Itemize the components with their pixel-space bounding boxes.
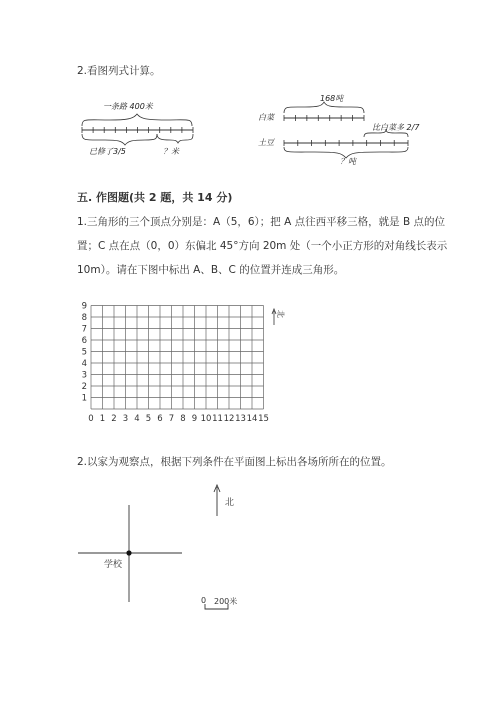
grid-x-label: 11 (212, 414, 223, 424)
grid-x-label: 10 (200, 414, 212, 424)
right-more-note: 比白菜多 2/7 (372, 123, 420, 132)
grid-y-label: 7 (81, 324, 87, 335)
left-unknown-label: ？米 (163, 147, 179, 156)
grid-x-label: 5 (145, 414, 152, 424)
grid-y-label: 9 (81, 301, 87, 312)
school-label: 学校 (104, 560, 123, 570)
grid-x-label: 8 (180, 414, 186, 424)
left-total-label: 一条路 400米 (103, 102, 153, 111)
grid-x-label: 15 (258, 414, 269, 424)
section-5-title: 五. 作图题(共 2 题，共 14 分) (77, 191, 233, 204)
scale-zero-label: 0 (201, 596, 207, 605)
grid-x-label: 1 (99, 414, 106, 424)
question-2-heading: 2.看图列式计算。 (77, 65, 161, 77)
question-1-line-2: 置；C 点在点（0，0）东偏北 45°方向 20m 处（一个小正方形的对角线长表示 (77, 240, 448, 252)
grid-x-label: 4 (134, 414, 140, 424)
grid-x-label: 12 (223, 414, 235, 424)
grid-x-label: 3 (122, 414, 129, 424)
grid-x-label: 2 (111, 414, 117, 424)
left-built-label: 已修了3/5 (89, 147, 126, 156)
grid-y-label: 4 (81, 359, 87, 369)
grid-x-label: 9 (191, 414, 198, 424)
question-2-text: 2.以家为观察点，根据下列条件在平面图上标出各场所所在的位置。 (77, 456, 392, 468)
grid-x-label: 0 (88, 414, 94, 424)
grid-y-label: 2 (81, 382, 87, 392)
right-unknown-label: ？吨 (340, 157, 356, 166)
grid-y-label: 1 (81, 393, 87, 404)
map-north-label: 北 (225, 498, 235, 508)
right-potato-label: 土豆 (258, 138, 274, 147)
school-point (126, 550, 131, 555)
grid-x-label: 13 (235, 414, 246, 424)
question-1-line-1: 1.三角形的三个顶点分别是：A（5，6）；把 A 点往西平移三格，就是 B 点的位 (77, 216, 446, 228)
question-1-line-3: 10m）。请在下图中标出 A、B、C 的位置并连成三角形。 (77, 264, 345, 276)
scale-value-label: 200米 (214, 597, 238, 606)
grid-y-label: 8 (81, 313, 87, 323)
grid-x-label: 6 (157, 414, 163, 424)
grid-x-label: 14 (246, 414, 258, 424)
grid-x-label: 7 (168, 414, 175, 424)
grid-y-label: 5 (81, 347, 87, 358)
grid-y-label: 6 (81, 336, 87, 346)
grid-north-label: 北 (276, 310, 285, 318)
right-cabbage-label: 白菜 (258, 113, 274, 122)
grid-y-label: 3 (81, 370, 87, 381)
right-total-label: 168吨 (320, 94, 344, 103)
